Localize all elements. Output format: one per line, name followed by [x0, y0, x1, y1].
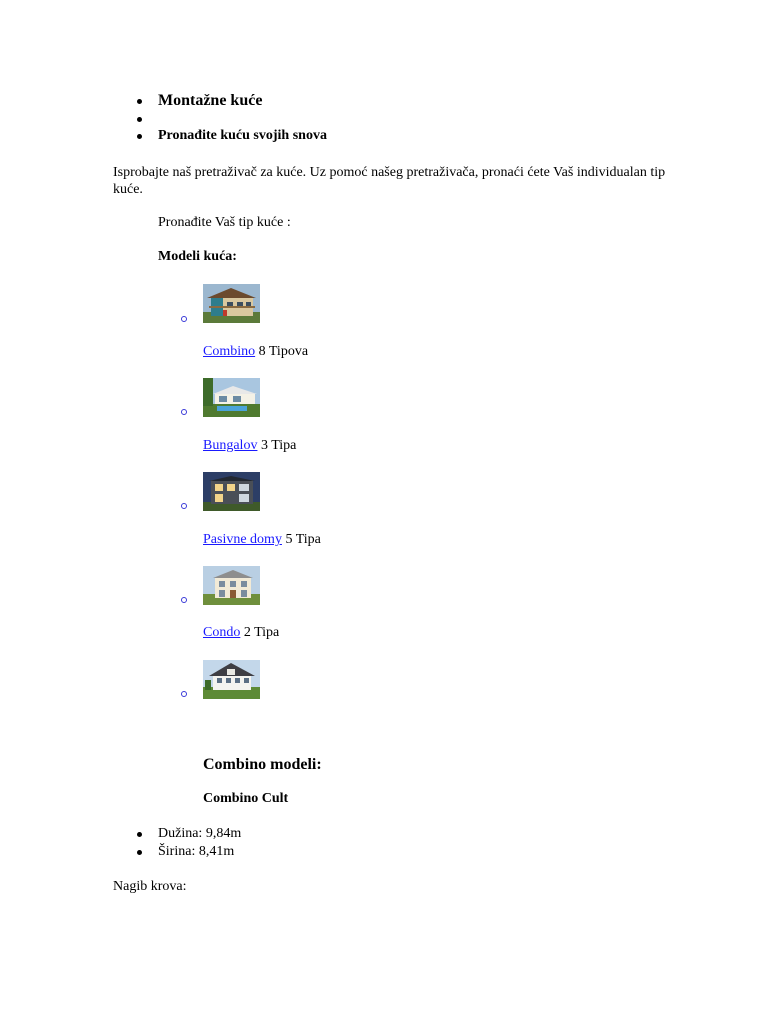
model-count-combino: 8 Tipova [258, 344, 309, 359]
menu-item-find-house: Pronađite kuću svojih snova [158, 128, 327, 143]
spec-width: Širina: 8,41m [158, 844, 235, 859]
section-subheading: Combino Cult [203, 791, 289, 806]
bungalov-house-thumbnail[interactable] [203, 378, 260, 417]
pasivne-domy-house-thumbnail[interactable] [203, 472, 260, 511]
section-heading: Combino modeli: [203, 756, 322, 773]
list-bullet [181, 316, 187, 322]
house-photo-icon [203, 660, 260, 699]
list-bullet [137, 850, 142, 855]
menu-item-montazne-kuce: Montažne kuće [158, 92, 263, 109]
finder-label: Pronađite Vaš tip kuće : [158, 215, 291, 230]
list-bullet [181, 503, 187, 509]
model-link-combino[interactable]: Combino [203, 344, 256, 359]
list-bullet [137, 99, 142, 104]
house-photo-icon [203, 284, 260, 323]
house-photo-icon [203, 378, 260, 417]
roof-pitch-label: Nagib krova: [113, 879, 187, 894]
list-bullet [137, 832, 142, 837]
house-thumbnail-5[interactable] [203, 660, 260, 699]
model-link-condo[interactable]: Condo [203, 625, 241, 640]
model-row-bungalov [203, 438, 296, 455]
models-heading: Modeli kuća: [158, 249, 237, 264]
model-link-bungalov[interactable]: Bungalov [203, 438, 258, 453]
combino-house-thumbnail[interactable] [203, 284, 260, 323]
list-bullet [137, 134, 142, 139]
model-row-combino [203, 344, 308, 361]
model-count-bungalov: 3 Tipa [260, 438, 297, 453]
list-bullet [137, 117, 142, 122]
condo-house-thumbnail[interactable] [203, 566, 260, 605]
model-count-condo: 2 Tipa [243, 625, 280, 640]
intro-paragraph: Isprobajte naš pretraživač za kuće. Uz pomoć našeg pretraživača, pronaći ćete Vaš individualan tip kuće. [113, 165, 666, 197]
spec-length: Dužina: 9,84m [158, 826, 242, 841]
list-bullet [181, 597, 187, 603]
house-photo-icon [203, 472, 260, 511]
model-row-pasivne-domy [203, 532, 321, 549]
house-photo-icon [203, 566, 260, 605]
model-count-pasivne-domy: 5 Tipa [285, 532, 321, 547]
model-row-condo [203, 625, 279, 642]
list-bullet [181, 409, 187, 415]
model-link-pasivne-domy[interactable]: Pasivne domy [203, 532, 282, 547]
list-bullet [181, 691, 187, 697]
